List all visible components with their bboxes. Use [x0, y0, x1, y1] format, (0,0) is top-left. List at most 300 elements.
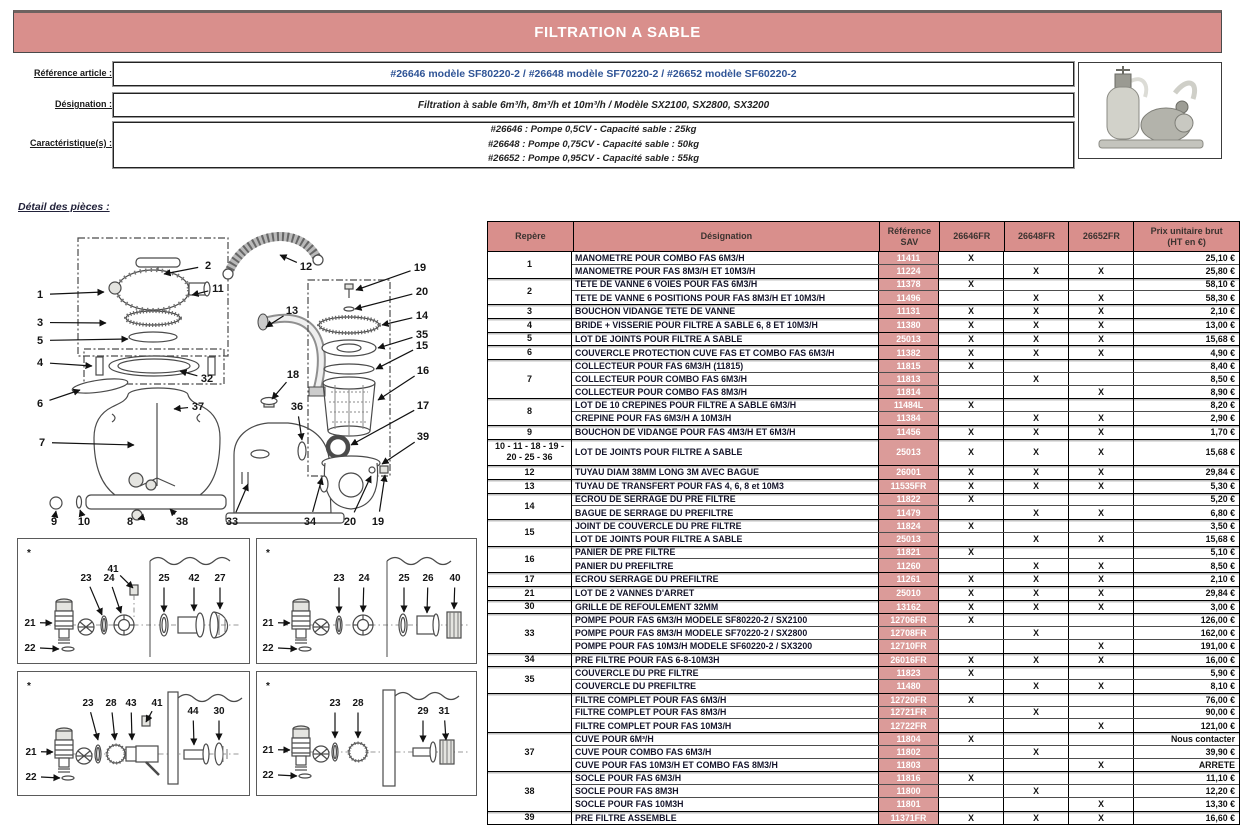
part-callout-23: 23 [333, 573, 345, 584]
model-x-cell-2: X [1069, 759, 1134, 772]
part-callout-*: * [266, 548, 270, 559]
table-row [572, 426, 1239, 439]
table-group [488, 694, 1239, 733]
model-x-cell-2 [1069, 746, 1134, 758]
table-group [488, 667, 1239, 694]
model-x-cell-0 [939, 785, 1004, 797]
water-line [395, 693, 459, 700]
callout-arrow [376, 350, 413, 369]
table-group [488, 252, 1239, 279]
callout-arrow [278, 648, 297, 649]
part-callout-29: 29 [417, 706, 429, 717]
table-group [488, 360, 1239, 399]
ref-sav-cell: 11261 [879, 573, 939, 586]
table-row [572, 533, 1239, 546]
designation-cell: FILTRE COMPLET POUR FAS 8M3/H [572, 707, 879, 719]
repere-cell: 12 [488, 466, 572, 479]
callout-arrow [50, 363, 92, 366]
tank-base [86, 495, 226, 509]
designation-cell: BAGUE DE SERRAGE DU PREFILTRE [572, 506, 879, 519]
designation-cell: CREPINE POUR FAS 6M3/H A 10M3/H [572, 412, 879, 425]
price-cell: 13,00 € [1205, 320, 1235, 331]
part-callout-22: 22 [262, 770, 274, 781]
repere-cell: 5 [488, 333, 572, 346]
part-callout-5: 5 [36, 335, 44, 347]
model-x-cell-1 [1004, 494, 1069, 506]
repere-cell: 14 [488, 494, 572, 520]
callout-arrow [131, 712, 132, 740]
designation-cell: LOT DE JOINTS POUR FILTRE A SABLE [572, 333, 879, 346]
table-row [572, 640, 1239, 653]
price-cell: 58,30 € [1205, 292, 1235, 303]
repere-cell: 7 [488, 360, 572, 398]
table-row [572, 399, 1239, 412]
part-callout-9: 9 [50, 516, 58, 528]
price-cell: 25,10 € [1205, 252, 1235, 263]
designation-cell: COLLECTEUR POUR COMBO FAS 8M3/H [572, 386, 879, 399]
repere-cell: 16 [488, 547, 572, 573]
part-callout-23: 23 [82, 698, 94, 709]
model-x-cell-1: X [1004, 812, 1069, 825]
model-x-cell-2 [1069, 627, 1134, 639]
model-x-cell-0: X [939, 279, 1004, 291]
parts-table [487, 221, 1240, 825]
model-x-cell-1: X [1004, 707, 1069, 719]
callout-arrow [120, 575, 133, 588]
part-callout-39: 39 [416, 431, 430, 443]
water-line [387, 558, 451, 565]
model-x-cell-2 [1069, 785, 1134, 797]
model-x-cell-0 [939, 719, 1004, 732]
table-group [488, 494, 1239, 521]
model-x-cell-2 [1069, 614, 1134, 626]
part-callout-26: 26 [422, 573, 434, 584]
model-x-cell-0 [939, 680, 1004, 693]
model-x-cell-1 [1004, 386, 1069, 399]
model-x-cell-2 [1069, 360, 1134, 372]
part-callout-21: 21 [25, 747, 37, 758]
ref-sav-cell: 11224 [879, 265, 939, 278]
repere-cell: 21 [488, 587, 572, 600]
table-row [572, 360, 1239, 373]
table-row [572, 654, 1239, 667]
ref-sav-cell: 12721FR [879, 707, 939, 719]
repere-cell: 35 [488, 667, 572, 693]
part-callout-8: 8 [126, 516, 134, 528]
model-x-cell-1 [1004, 360, 1069, 372]
model-x-cell-2: X [1069, 601, 1134, 614]
ref-sav-cell: 11456 [879, 426, 939, 439]
price-cell: 2,10 € [1210, 306, 1235, 317]
table-row [572, 265, 1239, 278]
table-group [488, 440, 1239, 467]
ref-sav-cell: 11814 [879, 386, 939, 399]
model-x-cell-1: X [1004, 680, 1069, 693]
model-x-cell-0 [939, 627, 1004, 639]
table-row [572, 559, 1239, 572]
part-callout-18: 18 [286, 369, 300, 381]
designation-cell: COUVERCLE PROTECTION CUVE FAS ET COMBO FAS 6M3/H [572, 346, 879, 359]
ref-sav-cell: 25013 [879, 533, 939, 546]
designation-cell: MANOMETRE POUR FAS 8M3/H ET 10M3/H [572, 265, 879, 278]
model-x-cell-1: X [1004, 627, 1069, 639]
table-row [572, 412, 1239, 425]
ref-sav-cell: 11535FR [879, 480, 939, 493]
header-repere: Repère [488, 222, 574, 251]
model-x-cell-1: X [1004, 506, 1069, 519]
ref-sav-cell: 11816 [879, 772, 939, 784]
callout-arrow [272, 382, 286, 399]
ref-sav-cell: 25010 [879, 587, 939, 600]
callout-arrow [427, 587, 428, 613]
price-cell: 121,00 € [1200, 720, 1235, 731]
callout-arrow [278, 775, 297, 776]
part-callout-20: 20 [415, 286, 429, 298]
model-x-cell-0: X [939, 614, 1004, 626]
model-x-cell-1 [1004, 520, 1069, 532]
ref-sav-cell: 11371FR [879, 812, 939, 825]
ref-sav-cell: 11823 [879, 667, 939, 679]
part-callout-27: 27 [214, 573, 226, 584]
model-x-cell-2: X [1069, 440, 1134, 466]
callout-arrow [40, 648, 59, 649]
part-callout-25: 25 [398, 573, 410, 584]
model-x-cell-0 [939, 559, 1004, 572]
designation-cell: CUVE POUR FAS 10M3/H ET COMBO FAS 8M3/H [572, 759, 879, 772]
price-cell: 8,50 € [1210, 560, 1235, 571]
table-group [488, 772, 1239, 811]
model-x-cell-1: X [1004, 746, 1069, 758]
repere-cell: 4 [488, 319, 572, 332]
model-x-cell-2 [1069, 494, 1134, 506]
table-row [572, 319, 1239, 332]
pool-wall [383, 690, 395, 786]
table-group [488, 305, 1239, 319]
price-cell: 2,10 € [1210, 574, 1235, 585]
model-x-cell-2: X [1069, 640, 1134, 653]
callout-arrow [91, 712, 98, 740]
ref-sav-cell: 12720FR [879, 694, 939, 706]
part-callout-12: 12 [299, 261, 313, 273]
callout-arrow [280, 255, 297, 262]
designation-cell: COLLECTEUR POUR COMBO FAS 6M3/H [572, 373, 879, 385]
model-x-cell-2: X [1069, 480, 1134, 493]
table-group [488, 319, 1239, 333]
designation-cell: COUVERCLE DU PRE FILTRE [572, 667, 879, 679]
price-cell: 12,20 € [1205, 785, 1235, 796]
part-callout-25: 25 [158, 573, 170, 584]
model-x-cell-0: X [939, 360, 1004, 372]
table-row [572, 333, 1239, 346]
part-callout-42: 42 [188, 573, 200, 584]
table-group [488, 654, 1239, 668]
repere-cell: 34 [488, 654, 572, 667]
price-cell: 3,50 € [1210, 520, 1235, 531]
repere-cell [488, 694, 572, 732]
pool-wall [168, 692, 178, 784]
callout-arrow [363, 587, 364, 612]
model-x-cell-0 [939, 533, 1004, 546]
ref-sav-cell: 11800 [879, 785, 939, 797]
parts-table-header [488, 222, 1239, 252]
part-callout-7: 7 [38, 437, 46, 449]
model-x-cell-2: X [1069, 587, 1134, 600]
price-cell: 8,20 € [1210, 400, 1235, 411]
repere-cell: 3 [488, 305, 572, 318]
characteristics-label: Caractéristique(s) : [29, 138, 112, 148]
designation-cell: TUYAU DE TRANSFERT POUR FAS 4, 6, 8 et 10M3 [572, 480, 879, 493]
price-cell: 25,80 € [1205, 266, 1235, 277]
callout-arrow [382, 318, 412, 325]
model-x-cell-2: X [1069, 466, 1134, 479]
table-group [488, 480, 1239, 494]
table-row [572, 798, 1239, 811]
repere-cell: 33 [488, 614, 572, 652]
table-group [488, 601, 1239, 615]
table-group [488, 587, 1239, 601]
table-row [572, 252, 1239, 265]
table-group [488, 733, 1239, 772]
designation-cell: PRE FILTRE ASSEMBLE [572, 812, 879, 825]
header-reference-sav: Référence SAV [880, 222, 940, 251]
part-callout-6: 6 [36, 398, 44, 410]
repere-cell: 2 [488, 279, 572, 305]
part-callout-21: 21 [262, 745, 274, 756]
designation-cell: POMPE POUR FAS 6M3/H MODELE SF80220-2 / SX2100 [572, 614, 879, 626]
model-x-cell-0 [939, 506, 1004, 519]
designation-cell: LOT DE 10 CREPINES POUR FILTRE A SABLE 6M3/H [572, 399, 879, 411]
table-row [572, 614, 1239, 627]
price-cell: 5,30 € [1210, 481, 1235, 492]
ref-sav-cell: 11484L [879, 399, 939, 411]
model-x-cell-1 [1004, 798, 1069, 811]
callout-arrow [50, 292, 104, 294]
price-cell: 1,70 € [1210, 427, 1235, 438]
model-x-cell-1: X [1004, 346, 1069, 359]
table-row [572, 506, 1239, 519]
part-callout-19: 19 [413, 262, 427, 274]
model-x-cell-1 [1004, 667, 1069, 679]
part-callout-44: 44 [187, 706, 199, 717]
repere-cell: 13 [488, 480, 572, 493]
model-x-cell-0 [939, 373, 1004, 385]
model-x-cell-0 [939, 798, 1004, 811]
callout-arrow [90, 587, 102, 615]
ref-sav-cell: 11378 [879, 279, 939, 291]
model-x-cell-1: X [1004, 785, 1069, 797]
model-x-cell-2 [1069, 373, 1134, 385]
reference-article-box [113, 62, 1074, 86]
reference-article-value: #26646 modèle SF80220-2 / #26648 modèle SF70220-2 / #26652 modèle SF60220-2 [390, 68, 797, 80]
product-photo-frame [1078, 62, 1222, 159]
water-line [150, 558, 230, 565]
model-x-cell-1: X [1004, 601, 1069, 614]
o-ring [129, 332, 177, 342]
ref-sav-cell: 11411 [879, 252, 939, 264]
model-x-cell-0: X [939, 466, 1004, 479]
table-row [572, 772, 1239, 785]
table-row [572, 440, 1239, 466]
repere-cell: 15 [488, 520, 572, 546]
part-callout-41: 41 [107, 564, 119, 575]
designation-cell: GRILLE DE REFOULEMENT 32MM [572, 601, 879, 614]
designation-cell: LOT DE JOINTS POUR FILTRE A SABLE [572, 533, 879, 546]
table-row [572, 466, 1239, 479]
part-callout-23: 23 [329, 698, 341, 709]
model-x-cell-0: X [939, 305, 1004, 318]
repere-cell: 37 [488, 733, 572, 771]
model-x-cell-2: X [1069, 533, 1134, 546]
model-x-cell-0 [939, 759, 1004, 772]
subdiagram-hose-fitting-b [256, 538, 477, 664]
model-x-cell-1 [1004, 547, 1069, 559]
table-row [572, 305, 1239, 318]
designation-label: Désignation : [54, 99, 112, 109]
table-row [572, 746, 1239, 759]
part-callout-35: 35 [415, 329, 429, 341]
model-x-cell-0: X [939, 399, 1004, 411]
price-cell: 29,84 € [1205, 467, 1235, 478]
part-callout-38: 38 [175, 516, 189, 528]
designation-box [113, 93, 1074, 117]
table-row [572, 520, 1239, 533]
part-callout-32: 32 [200, 373, 214, 385]
model-x-cell-1 [1004, 772, 1069, 784]
table-row [572, 480, 1239, 493]
model-x-cell-2 [1069, 772, 1134, 784]
model-x-cell-1: X [1004, 480, 1069, 493]
part-callout-*: * [27, 548, 31, 559]
model-x-cell-1: X [1004, 559, 1069, 572]
table-row [572, 707, 1239, 720]
designation-cell: ECROU DE SERRAGE DU PRE FILTRE [572, 494, 879, 506]
model-x-cell-1 [1004, 252, 1069, 264]
price-cell: 5,20 € [1210, 494, 1235, 505]
designation-cell: MANOMETRE POUR COMBO FAS 6M3/H [572, 252, 879, 264]
ref-sav-cell: 11380 [879, 319, 939, 332]
repere-cell: 30 [488, 601, 572, 614]
table-row [572, 587, 1239, 600]
table-group [488, 812, 1239, 825]
part-callout-10: 10 [77, 516, 91, 528]
reference-article-label: Référence article : [33, 68, 112, 78]
part-callout-23: 23 [80, 573, 92, 584]
part-callout-2: 2 [204, 260, 212, 272]
model-x-cell-2: X [1069, 319, 1134, 332]
table-row [572, 547, 1239, 560]
designation-cell: POMPE POUR FAS 10M3/H MODELE SF60220-2 / SX3200 [572, 640, 879, 653]
price-cell: 13,30 € [1205, 799, 1235, 810]
ref-sav-cell: 26016FR [879, 654, 939, 667]
callout-arrow [49, 390, 80, 400]
callout-arrow [378, 337, 412, 348]
ref-sav-cell: 11479 [879, 506, 939, 519]
part-callout-28: 28 [352, 698, 364, 709]
price-cell: 8,10 € [1210, 681, 1235, 692]
part-callout-15: 15 [415, 340, 429, 352]
price-cell: 76,00 € [1205, 694, 1235, 705]
table-group [488, 466, 1239, 480]
designation-cell: SOCLE POUR FAS 10M3H [572, 798, 879, 811]
designation-cell: LOT DE JOINTS POUR FILTRE A SABLE [572, 440, 879, 466]
model-x-cell-0: X [939, 480, 1004, 493]
price-cell: 15,68 € [1205, 333, 1235, 344]
model-x-cell-2: X [1069, 654, 1134, 667]
model-x-cell-1 [1004, 614, 1069, 626]
designation-cell: TUYAU DIAM 38MM LONG 3M AVEC BAGUE [572, 466, 879, 479]
part-callout-22: 22 [24, 643, 36, 654]
characteristic-line: #26652 : Pompe 0,95CV - Capacité sable : 55kg [487, 153, 700, 165]
price-cell: 5,90 € [1210, 668, 1235, 679]
model-x-cell-2: X [1069, 412, 1134, 425]
model-x-cell-2: X [1069, 812, 1134, 825]
price-cell: 8,90 € [1210, 386, 1235, 397]
part-callout-3: 3 [36, 317, 44, 329]
header-prix-unitaire: Prix unitaire brut (HT en €) [1150, 225, 1223, 247]
repere-cell: 38 [488, 772, 572, 810]
ref-sav-cell: 11384 [879, 412, 939, 425]
table-row [572, 573, 1239, 586]
part-callout-19: 19 [371, 516, 385, 528]
table-row [572, 279, 1239, 292]
header-model-26648: 26648FR [1005, 222, 1070, 251]
model-x-cell-0: X [939, 694, 1004, 706]
model-x-cell-0: X [939, 654, 1004, 667]
part-callout-21: 21 [262, 618, 274, 629]
characteristics-box [113, 122, 1074, 168]
part-callout-11: 11 [212, 283, 224, 295]
model-x-cell-1: X [1004, 319, 1069, 332]
table-row [572, 680, 1239, 693]
price-cell: 8,50 € [1210, 373, 1235, 384]
price-cell: 16,60 € [1205, 812, 1235, 823]
part-callout-28: 28 [105, 698, 117, 709]
price-cell: 58,10 € [1205, 279, 1235, 290]
price-cell: ARRETE [1198, 759, 1235, 770]
part-callout-*: * [266, 681, 270, 692]
callout-arrow [41, 777, 60, 778]
price-cell: 29,84 € [1205, 588, 1235, 599]
table-row [572, 785, 1239, 798]
designation-cell: BOUCHON VIDANGE TETE DE VANNE [572, 305, 879, 318]
repere-cell: 6 [488, 346, 572, 359]
model-x-cell-2: X [1069, 426, 1134, 439]
price-cell: 15,68 € [1205, 447, 1235, 458]
model-x-cell-2: X [1069, 386, 1134, 399]
ref-sav-cell: 11260 [879, 559, 939, 572]
ref-sav-cell: 11815 [879, 360, 939, 372]
ref-sav-cell: 26001 [879, 466, 939, 479]
part-callout-36: 36 [290, 401, 304, 413]
callout-arrow [50, 339, 128, 340]
part-callout-22: 22 [25, 772, 37, 783]
table-group [488, 279, 1239, 306]
price-cell: 16,00 € [1205, 654, 1235, 665]
model-x-cell-0: X [939, 812, 1004, 825]
model-x-cell-1: X [1004, 265, 1069, 278]
table-row [572, 667, 1239, 680]
ref-sav-cell: 11496 [879, 291, 939, 304]
model-x-cell-2: X [1069, 291, 1134, 304]
repere-cell: 10 - 11 - 18 - 19 - 20 - 25 - 36 [488, 440, 572, 466]
designation-cell: CUVE POUR COMBO FAS 6M3/H [572, 746, 879, 758]
designation-cell: COUVERCLE DU PREFILTRE [572, 680, 879, 693]
model-x-cell-0: X [939, 319, 1004, 332]
designation-cell: CUVE POUR 6M³/H [572, 733, 879, 745]
part-callout-22: 22 [262, 643, 274, 654]
subdiagram-hose-fitting-d [256, 671, 477, 796]
table-group [488, 573, 1239, 587]
